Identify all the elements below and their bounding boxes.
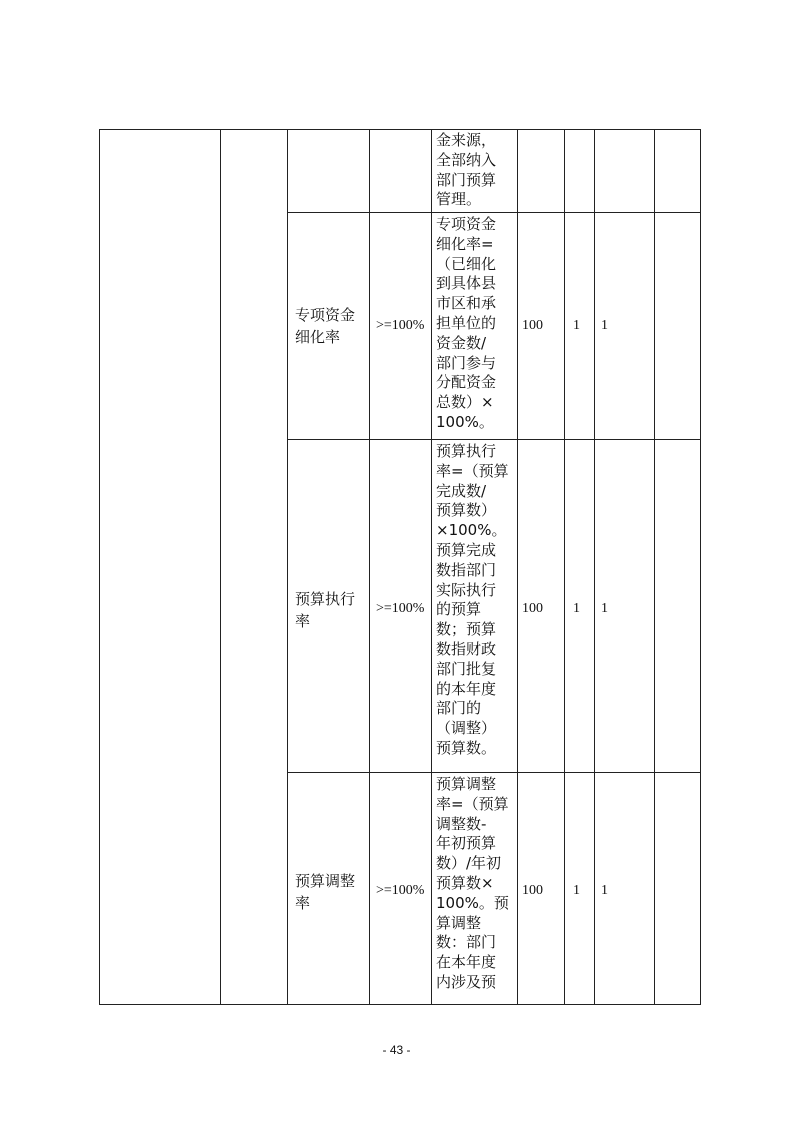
indicator-name-cell: 专项资金 细化率 [295,306,356,346]
score-cell: 100 [522,601,543,616]
row-divider [287,212,701,213]
score-cell: 100 [522,318,543,333]
result-cell: 1 [601,318,608,333]
standard-cell: >=100% [376,318,425,333]
row-divider [287,439,701,440]
table-divider [287,129,288,1005]
standard-cell: >=100% [376,601,425,616]
standard-cell: >=100% [376,883,425,898]
indicator-table [99,129,701,1005]
table-divider [431,129,432,1005]
table-divider [654,129,655,1005]
table-divider [369,129,370,1005]
description-cell: 预算调整 率=（预算 调整数- 年初预算 数）/年初 预算数× 100%。预 算调整 数：部门 在本年度 内涉及预 [436,775,509,991]
table-divider [517,129,518,1005]
table-border-top [99,129,701,130]
score-cell: 100 [522,883,543,898]
description-cell: 预算执行 率=（预算 完成数/ 预算数） ×100%。 预算完成 数指部门 实际执行 的预算 数；预算 数指财政 部门批复 的本年度 部门的 （调整） 预算数。 [436,442,509,757]
result-cell: 1 [601,883,608,898]
table-border-left [99,129,100,1005]
weight-cell: 1 [573,883,580,898]
table-divider [564,129,565,1005]
description-cell: 专项资金 细化率= （已细化 到具体县 市区和承 担单位的 资金数/ 部门参与 分配资金 总数）× 100%。 [436,215,497,431]
page-number: - 43 - [382,1043,411,1057]
row-divider [287,772,701,773]
table-border-right [700,129,701,1005]
indicator-name-cell: 预算执行 率 [295,590,356,630]
table-border-bottom [99,1004,701,1005]
weight-cell: 1 [573,601,580,616]
description-cell: 金来源， 全部纳入 部门预算 管理。 [436,131,497,209]
weight-cell: 1 [573,318,580,333]
indicator-name-cell: 预算调整 率 [295,872,356,912]
table-divider [594,129,595,1005]
table-divider [220,129,221,1005]
result-cell: 1 [601,601,608,616]
